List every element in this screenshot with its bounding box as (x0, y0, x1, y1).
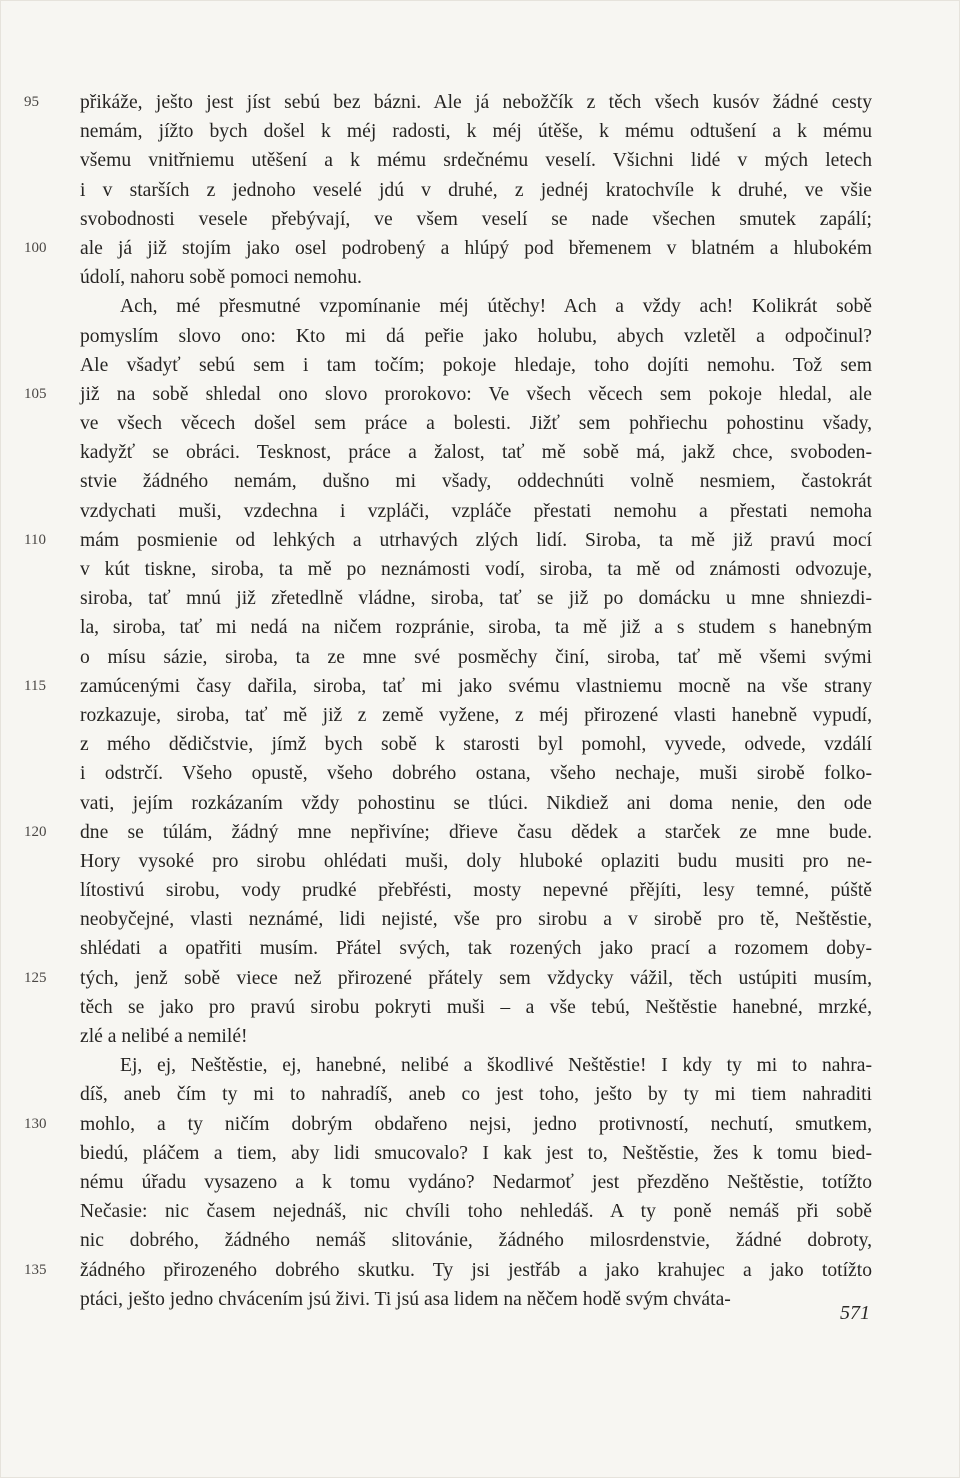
text-block (24, 88, 872, 1314)
text-line (24, 88, 872, 117)
text-line (80, 351, 872, 380)
line-number: 130 (24, 1115, 47, 1132)
line-text: Nečasie: nic časem nejednáš, nic chvíli toho nehledáš. A ty poně nemáš při sobě (80, 1201, 872, 1223)
page-number: 571 (840, 1302, 870, 1324)
text-line (80, 263, 872, 292)
line-text: vati, jejím rozkázaním vždy pohostinu se tlúci. Nikdiež ani doma nenie, den ode (80, 792, 872, 814)
line-text: rozkazuje, siroba, tať mě již z země vyžene, z méj přirozené vlasti hanebně vypudí, (80, 704, 872, 726)
text-line (80, 730, 872, 759)
line-text: z mého dědičstvie, jímž bych sobě k starosti byl pomohl, vyvede, odvede, vzdálí (80, 734, 872, 756)
line-number: 135 (24, 1261, 47, 1278)
line-text: Ach, mé přesmutné vzpomínanie méj útěchy! Ach a vždy ach! Kolikrát sobě (120, 296, 872, 318)
text-line (80, 176, 872, 205)
text-line (80, 409, 872, 438)
text-line (80, 1168, 872, 1197)
line-number: 110 (24, 531, 46, 548)
text-line (80, 438, 872, 467)
text-line (80, 759, 872, 788)
line-text: ptáci, ješto jedno chvácením jsú živi. Ti jsú asa lidem na něčem hodě svým chváta- (80, 1288, 731, 1310)
text-line (80, 584, 872, 613)
text-line (24, 964, 872, 993)
text-line (80, 934, 872, 963)
text-line (80, 555, 872, 584)
line-text: svobodnosti vesele přebývají, ve všem veselí se nade všechen smutek zapálí; (80, 208, 872, 230)
text-line (24, 1110, 872, 1139)
line-text: kadyžť se obráci. Tesknost, práce a žalost, tať mě sobě má, jakž chce, svoboden- (80, 442, 872, 464)
line-text: všemu vnitřniemu utěšení a k mému srdečnému veselí. Všichni lidé v mých letech (80, 150, 872, 172)
text-line (80, 701, 872, 730)
text-line (80, 789, 872, 818)
text-line (80, 847, 872, 876)
text-line (80, 146, 872, 175)
line-text: nému úřadu vysazeno a k tomu vydáno? Nedarmoť jest přezděno Neštěstie, totížto (80, 1171, 872, 1193)
line-number: 125 (24, 969, 47, 986)
line-text: vzdychati muši, vzdechna i vzpláči, vzpláče přestati nemohu a přestati nemoha (80, 500, 872, 522)
line-text: i v starších z jednoho veselé jdú v druhé, z jednéj kratochvíle k druhé, ve všie (80, 179, 872, 201)
text-line (24, 818, 872, 847)
line-text: těch se jako pro pravú sirobu pokryti muši – a vše tebú, Neštěstie hanebné, mrzké, (80, 996, 872, 1018)
line-text: díš, aneb čím ty mi to nahradíš, aneb co jest toho, ješto by ty mi tiem nahraditi (80, 1084, 872, 1106)
line-text: tých, jenž sobě viece než přirozené přátely sem vždycky vážil, těch ustúpiti musím, (80, 967, 872, 989)
line-number: 95 (24, 94, 39, 110)
line-text: již na sobě shledal ono slovo prorokovo: Ve všech věcech sem pokoje hledal, ale (80, 383, 872, 405)
line-text: mám posmienie od lehkých a utrhavých zlých lidí. Siroba, ta mě již pravú mocí (80, 529, 872, 551)
text-line (80, 205, 872, 234)
text-line (24, 380, 872, 409)
line-number: 120 (24, 823, 47, 840)
line-text: neobyčejné, vlasti neznámé, lidi nejisté, vše pro sirobu a v sirobě pro tě, Neštěstie, (80, 909, 872, 931)
line-number: 100 (24, 239, 47, 256)
text-line (80, 1226, 872, 1255)
text-line (80, 1197, 872, 1226)
line-text: pomyslím slovo ono: Kto mi dá peřie jako holubu, abych vzletěl a odpočinul? (80, 325, 872, 347)
line-text: biedú, pláčem a tiem, aby lidi smucovalo? I kak jest to, Neštěstie, žes k tomu bied- (80, 1142, 872, 1164)
text-line (80, 876, 872, 905)
text-line (80, 1285, 872, 1314)
line-text: o mísu sázie, siroba, ta ze mne své posměchy činí, siroba, tať mě všemi svými (80, 646, 872, 668)
text-line (80, 905, 872, 934)
line-text: i odstrčí. Všeho opustě, všeho dobrého ostana, všeho nechaje, muši sirobě folko- (80, 763, 872, 785)
line-text: lítostivú sirobu, vody prudké přebřésti, mosty nepevné přějíti, lesy temné, púště (80, 880, 872, 902)
line-text: dne se túlám, žádný mne nepřivíne; dřieve času dědek a starček ze mne bude. (80, 821, 872, 843)
line-text: la, siroba, tať mi nedá na ničem rozpránie, siroba, ta mě již a s studem s hanebným (80, 617, 872, 639)
text-line (80, 292, 872, 321)
text-line (80, 1080, 872, 1109)
line-text: v kút tiskne, siroba, ta mě po neznámosti vodí, siroba, ta mě od známosti odvozuje, (80, 559, 872, 580)
text-line (24, 1256, 872, 1285)
text-line (80, 993, 872, 1022)
text-line (80, 1139, 872, 1168)
line-text: zamúcenými časy dařila, siroba, tať mi jako svému vlastniemu mocně na vše strany (80, 675, 872, 697)
line-text: mohlo, a ty ničím dobrým obdařeno nejsi, jedno protivností, nechutí, smutkem, (80, 1113, 872, 1135)
line-text: shlédati a opatřiti musím. Přátel svých, tak rozených jako prací a rozomem doby- (80, 938, 872, 960)
line-text: nemám, jížto bych došel k méj radosti, k méj útěše, k mému odtušení a k mému (80, 121, 872, 143)
line-text: ale já již stojím jako osel podrobený a hlúpý pod břemenem v blatném a hlubokém (80, 237, 872, 259)
text-line (80, 643, 872, 672)
text-line (80, 613, 872, 642)
line-text: údolí, nahoru sobě pomoci nemohu. (80, 267, 362, 289)
text-line (80, 322, 872, 351)
text-line (80, 467, 872, 496)
text-line (80, 117, 872, 146)
line-number: 105 (24, 385, 47, 402)
text-line (80, 497, 872, 526)
line-text: Hory vysoké pro sirobu ohlédati muši, doly hluboké oplaziti budu musiti pro ne- (80, 850, 872, 872)
line-text: Ale všadyť sebú sem i tam točím; pokoje hledaje, toho dojíti nemohu. Tož sem (80, 354, 872, 376)
line-number: 115 (24, 677, 46, 694)
line-text: siroba, tať mnú již zřetedlně vládne, siroba, tať se již po domácku u mne shniezdi- (80, 588, 872, 610)
line-text: nic dobrého, žádného nemáš slitovánie, žádného milosrdenstvie, žádné dobroty, (80, 1230, 872, 1252)
line-text: ve všech věcech došel sem práce a bolesti. Jižť sem pohřiechu pohostinu všady, (80, 413, 872, 435)
text-line (80, 1022, 872, 1051)
line-text: stvie žádného nemám, dušno mi všady, oddechnúti volně nesmiem, častokrát (80, 471, 872, 493)
line-text: zlé a nelibé a nemilé! (80, 1026, 248, 1047)
line-text: přikáže, ješto jest jíst sebú bez bázni. Ale já nebožčík z těch všech kusóv žádné cesty (80, 92, 872, 113)
line-text: Ej, ej, Neštěstie, ej, hanebné, nelibé a škodlivé Neštěstie! I kdy ty mi to nahra- (120, 1055, 872, 1077)
text-line (24, 672, 872, 701)
text-line (24, 234, 872, 263)
line-text: žádného přirozeného dobrého skutku. Ty jsi jestřáb a jako krahujec a jako totížto (80, 1259, 872, 1281)
text-line (24, 526, 872, 555)
text-line (80, 1051, 872, 1080)
